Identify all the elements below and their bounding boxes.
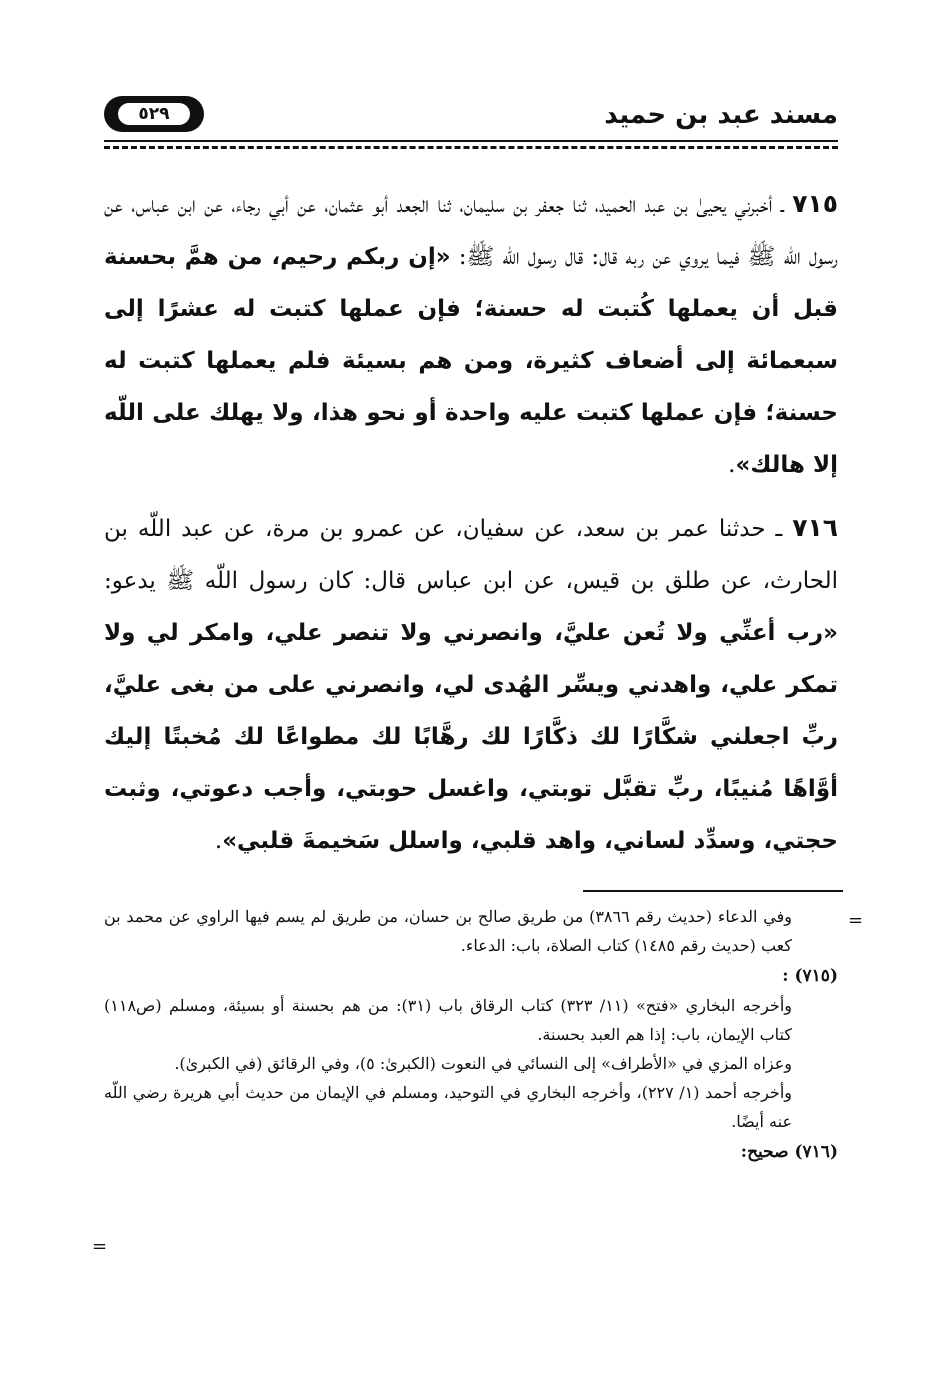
hadith-dash: ـ: [772, 192, 793, 218]
footnote-rule: [583, 890, 843, 892]
hadith-715: [104, 178, 838, 491]
hadith-number: ٧١٥: [792, 189, 839, 218]
footnote-text: وأخرجه البخاري «فتح» (١١/ ٣٢٣) كتاب الرقاق باب (٣١): من هم بحسنة أو بسيئة، ومسلم (ص١١٨) كتاب الإيمان، باب: إذا هم العبد بحسنة.: [104, 996, 792, 1044]
book-title: مسند عبد بن حميد: [604, 100, 838, 130]
header-rule-dashed: [104, 146, 838, 149]
hadith-isnad: أخبرني يحيىٰ بن عبد الحميد، ثنا جعفر بن سليمان، ثنا الجعد أبو عثمان، عن أبي رجاء، عن ابن عباس، عن رسول اللّه ﷺ فيما يروي عن ربه قال: قال رسول اللّه ﷺ:: [104, 192, 838, 270]
hadith-number: ٧١٦: [792, 513, 838, 542]
footnote-716: [104, 1138, 838, 1167]
hadith-matn: «رب أعنِّي ولا تُعن عليَّ، وانصرني ولا تنصر علي، وامكر لي ولا تمكر علي، واهدني ويسِّر الهُدى لي، وانصرني على من بغى عليَّ، ربِّ اجعلني شكَّارًا لك ذكَّارًا لك رهَّابًا لك مطواعًا لك مُخبتًا إليك أوَّاهًا مُنيبًا، ربِّ تقبَّل توبتي، واغسل حوبتي، وأجب دعوتي، وثبت حجتي، وسدِّد لساني، واهد قلبي، واسلل سَخيمةَ قلبي»: [104, 620, 838, 854]
hadith-isnad: حدثنا عمر بن سعد، عن سفيان، عن عمرو بن مرة، عن عبد اللّه بن الحارث، عن طلق بن قيس، عن ابن عباس قال: كان رسول اللّه ﷺ يدعو:: [104, 516, 838, 594]
footnote-text: وفي الدعاء (حديث رقم ٣٨٦٦) من طريق صالح بن حسان، من طريق لم يسم فيها الراوي عن محمد بن كعب (حديث رقم ١٤٨٥) كتاب الصلاة، باب: الدعاء.: [104, 907, 793, 955]
continuation-mark: =: [92, 1236, 108, 1257]
hadith-716: [104, 502, 838, 867]
page-number: ٥٢٩: [118, 103, 190, 125]
hadith-end: .: [214, 828, 223, 854]
continuation-mark: =: [848, 910, 864, 931]
footnote-text: وعزاه المزي في «الأطراف» إلى النسائي في النعوت (الكبرىٰ: ٥)، وفي الرقائق (في الكبرىٰ).: [174, 1054, 792, 1073]
footnote-label: (٧١٥) :: [782, 966, 838, 986]
footnote-text: وأخرجه أحمد (١/ ٢٢٧)، وأخرجه البخاري في التوحيد، ومسلم في الإيمان من حديث أبي هريرة رضي اللّه عنه أيضًا.: [104, 1083, 792, 1131]
hadith-matn: «إن ربكم رحيم، من همَّ بحسنة قبل أن يعملها كُتبت له حسنة؛ فإن عملها كتبت له عشرًا إلى سبعمائة إلى أضعاف كثيرة، ومن هم بسيئة فلم يعملها كتبت له حسنة؛ فإن عملها كتبت عليه واحدة أو نحو هذا، ولا يهلك على اللّه إلا هالك»: [104, 244, 838, 478]
footnote-715: [104, 962, 838, 1136]
footnote-label: (٧١٦) صحيح:: [740, 1142, 838, 1162]
header-rule: [104, 140, 838, 142]
page-number-badge: [104, 96, 204, 132]
footnotes: [104, 902, 838, 1169]
hadith-dash: ـ: [765, 516, 793, 542]
footnote-continuation: [104, 902, 838, 960]
hadith-end: .: [728, 452, 736, 478]
